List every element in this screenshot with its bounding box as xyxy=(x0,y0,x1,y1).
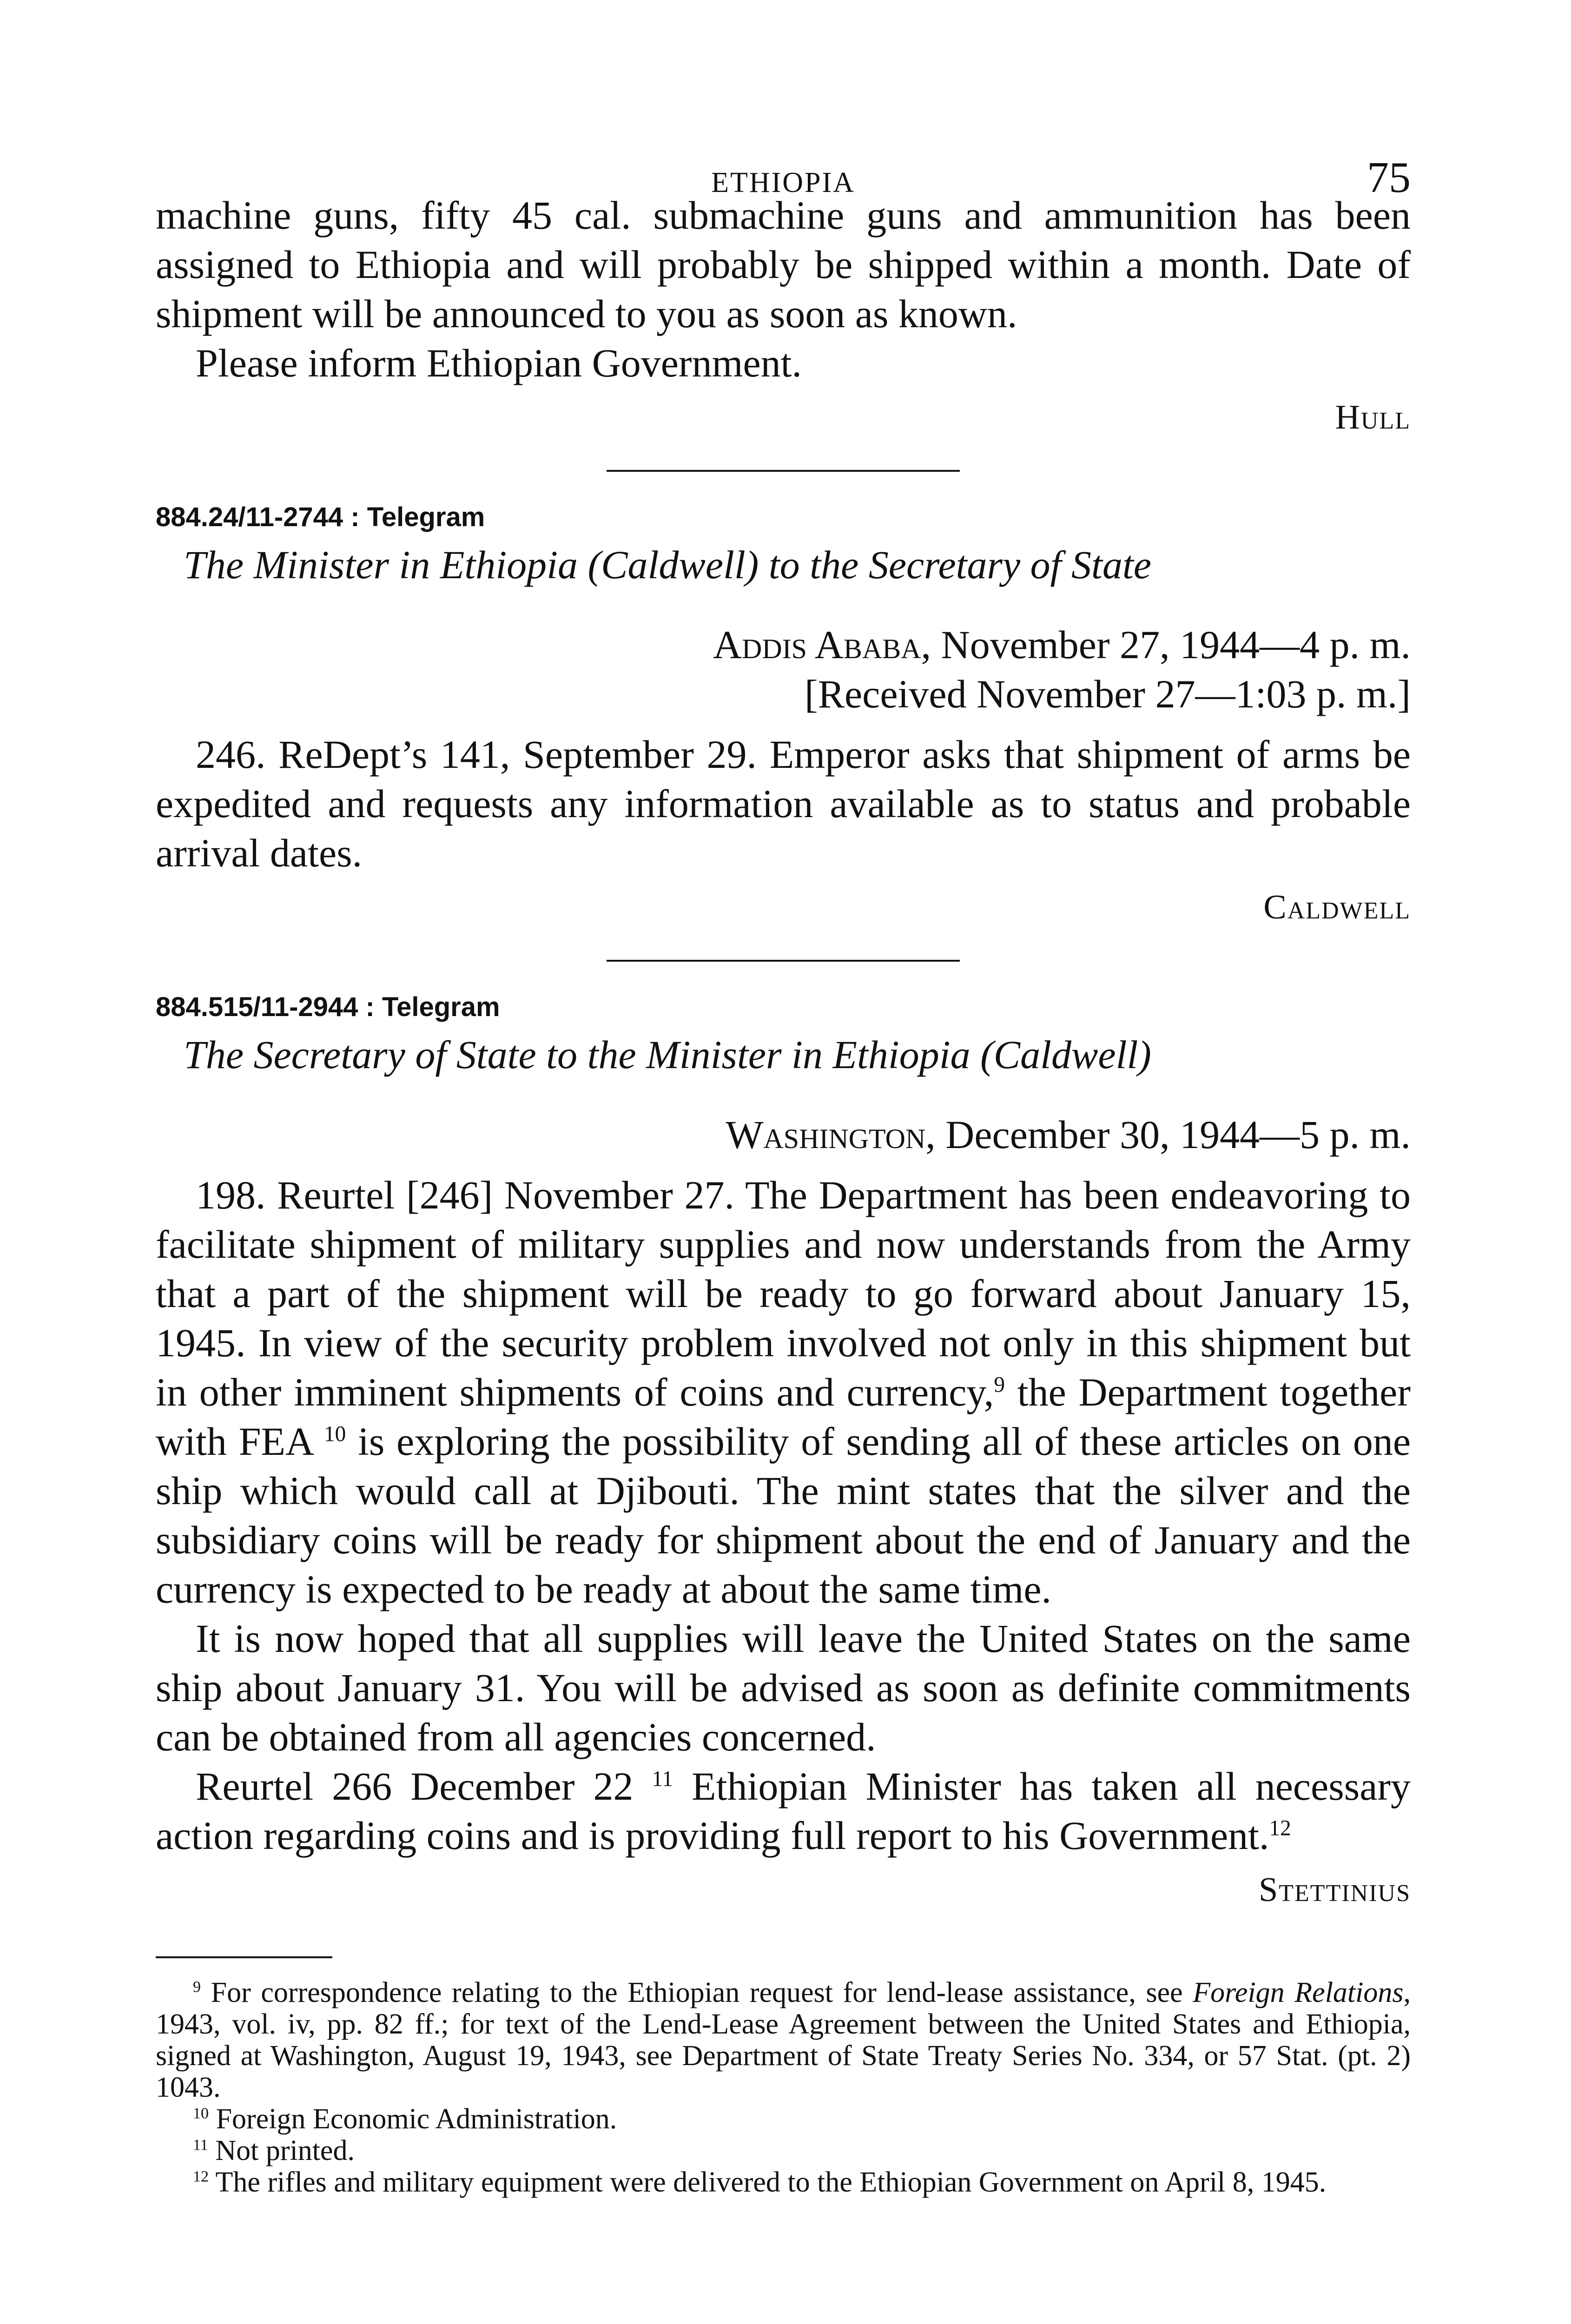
footnote-reference[interactable]: 9 xyxy=(994,1373,1005,1397)
continuation-paragraph: machine guns, fifty 45 cal. submachine guns and ammunition has been assigned to Ethiopia and will probably be shipped within a month. Date of shipment will be announced to you as soon as known. xyxy=(156,193,1411,336)
telegram-paragraph: It is now hoped that all supplies will leave the United States on the same ship about January 31. You will be advised as soon as definite commitments can be obtained from all agencies concerned. xyxy=(156,1616,1411,1759)
signature-hull: Hull xyxy=(1335,398,1411,436)
footnote-mark: 9 xyxy=(193,1978,201,1996)
page-header xyxy=(156,139,1411,202)
paragraph-text: 198. Reurtel [246] November 27. The Department has been endeavoring to facilitate shipment of military supplies and now understands from the Army that a part of the shipment will be ready to go forward about January 15, 1945. In view of the security problem involved not only in this shipment but in other imminent shipments of coins and currency, xyxy=(156,1173,1411,1414)
paragraph-text: Reurtel 266 December 22 xyxy=(196,1764,652,1809)
file-reference: 884.24/11-2744 : Telegram xyxy=(156,502,485,532)
paragraph-text: the Department together with FEA xyxy=(156,1370,1411,1464)
page-number: 75 xyxy=(1367,153,1411,202)
footnote-text: The rifles and military equipment were delivered to the Ethiopian Government on April 8, 1945. xyxy=(209,2166,1327,2198)
footnote-text: , 1943, vol. iv, pp. 82 ff.; for text of the Lend-Lease Agreement between the United States and Ethiopia, signed at Washington, August 19, 1943, see Department of State Treaty Series No. 334, or 57 Stat. (pt. 2) 1043. xyxy=(156,1977,1411,2103)
footnote xyxy=(156,2135,1411,2166)
dateline-date: November 27, 1944—4 p. m. xyxy=(941,622,1411,667)
received-line: [Received November 27—1:03 p. m.] xyxy=(805,672,1411,716)
signature-caldwell: Caldwell xyxy=(1263,888,1411,926)
document-heading: The Secretary of State to the Minister in Ethiopia (Caldwell) xyxy=(184,1032,1152,1077)
section-divider xyxy=(607,960,960,962)
footnote xyxy=(156,2166,1411,2198)
telegram-body: 246. ReDept’s 141, September 29. Emperor asks that shipment of arms be expedited and requests any information available as to status and probable arrival dates. xyxy=(156,732,1411,875)
footnote-text-italic: Foreign Relations xyxy=(1193,1977,1404,2008)
footnote-reference[interactable]: 12 xyxy=(1269,1816,1291,1841)
instruction-paragraph: Please inform Ethiopian Government. xyxy=(196,341,802,385)
footnote-mark: 11 xyxy=(193,2136,208,2154)
section-divider xyxy=(607,470,960,472)
dateline-date: December 30, 1944—5 p. m. xyxy=(945,1112,1411,1157)
document-heading: The Minister in Ethiopia (Caldwell) to the Secretary of State xyxy=(184,542,1152,587)
footnote-text: Not printed. xyxy=(208,2135,355,2166)
footnote-reference[interactable]: 10 xyxy=(324,1422,346,1446)
footnote xyxy=(156,1977,1411,2103)
footnote-text: For correspondence relating to the Ethiopian request for lend-lease assistance, see xyxy=(201,1977,1193,2008)
dateline-place: Washington, xyxy=(726,1112,936,1157)
dateline xyxy=(156,1110,1411,1159)
footnote-mark: 10 xyxy=(193,2105,209,2122)
footnote xyxy=(156,2103,1411,2135)
footnote-divider xyxy=(156,1956,332,1958)
footnote-reference[interactable]: 11 xyxy=(652,1767,673,1791)
paragraph-text: Ethiopian Minister has taken all necessary action regarding coins and is providing full report to his Government. xyxy=(156,1764,1411,1858)
footnote-mark: 12 xyxy=(193,2168,209,2185)
telegram-paragraph xyxy=(156,1762,1411,1860)
document-page xyxy=(156,139,1411,2198)
dateline xyxy=(156,620,1411,669)
dateline-place: Addis Ababa, xyxy=(713,622,931,667)
file-reference: 884.515/11-2944 : Telegram xyxy=(156,992,500,1022)
running-head: ETHIOPIA xyxy=(711,167,855,198)
footnote-text: Foreign Economic Administration. xyxy=(209,2103,617,2135)
paragraph-text: is exploring the possibility of sending all of these articles on one ship which would call at Djibouti. The mint states that the silver and the subsidiary coins will be ready for shipment about the end of January and the currency is expected to be ready at about the same time. xyxy=(156,1419,1411,1611)
footnotes xyxy=(156,1977,1411,2198)
telegram-paragraph xyxy=(156,1170,1411,1614)
signature-stettinius: Stettinius xyxy=(1259,1871,1411,1909)
